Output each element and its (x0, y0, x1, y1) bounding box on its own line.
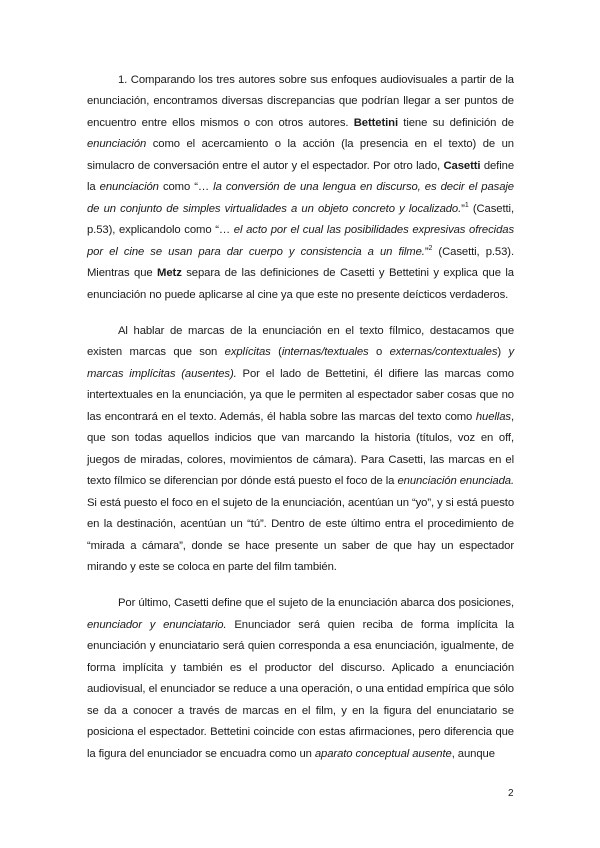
text-run: el acto por el cual las posibilidades expresivas ofrecidas por el cine se usan para dar cuerpo y consistencia a un filme. (87, 224, 514, 258)
text-run: Enunciador será quien reciba de forma implícita la enunciación y enunciatario será quien corresponda a esa enunciación, igualmente, de forma implícita y también es el productor del discurso. Aplicado a enunciación audiovisual, el enunciador se reduce a una operación, o una entidad empírica que sólo se da a conocer a través de marcas en el film, y en la figura del enunciatario se posiciona el espectador. Bettetini coincide con estas afirmaciones, pero diferencia que la figura del enunciador se encuadra como un (87, 618, 515, 760)
text-run: como el acercamiento o la acción (la presencia en el texto) de un simulacro de conversación entre el autor y el espectador. Por otro lado, (87, 138, 514, 172)
text-run: Casetti (443, 159, 481, 172)
text-run: ) (497, 346, 509, 359)
text-run: internas/textuales (281, 346, 369, 359)
text-run: Si está puesto el foco en el sujeto de la enunciación, acentúan un “yo”, y si está puesto en la destinación, acentúan un “tú”. Dentro de este último entra el procedimiento de “mirada a cámara”, donde se hace presente un saber de que hay un espectador mirando y este se coloca en parte del film también. (87, 496, 514, 573)
text-run: (Casetti, p.53), explicandolo como “… (87, 202, 514, 237)
text-run: enunciación enunciada. (397, 475, 515, 488)
text-run: como “… (158, 181, 214, 194)
page-number: 2 (508, 788, 514, 799)
text-run: explícitas (224, 346, 271, 359)
text-run: Metz (157, 267, 182, 280)
text-run: (Casetti, p.53). Mientras que (87, 245, 514, 280)
text-run: Por último, Casetti define que el sujeto de la enunciación abarca dos posiciones, (118, 597, 514, 610)
text-run: huellas (475, 410, 511, 423)
text-run: aparato conceptual ausente (314, 747, 452, 760)
paragraph-2 (87, 321, 514, 578)
paragraph-3 (87, 593, 514, 765)
text-run: Bettetini (353, 116, 398, 129)
text-run: ” (461, 202, 465, 215)
paragraph-1 (87, 70, 514, 306)
text-run: ” (424, 245, 429, 258)
text-run: Al hablar de marcas de la enunciación en el texto fílmico, destacamos que existen marcas que son (87, 324, 514, 359)
text-run: o (368, 346, 390, 359)
body-text (87, 70, 514, 780)
text-run: enunciación (87, 138, 147, 151)
text-run: , que son todas aquellos indicios que van marcando la historia (títulos, voz en off, juegos de miradas, colores, movimientos de cámara). Para Casetti, las marcas en el texto fílmico se diferencian por dónde está puesto el foco de la (87, 410, 514, 488)
text-run: 1. Comparando los tres autores sobre sus enfoques audiovisuales a partir de la enunciación, encontramos diversas discrepancias que podrían llegar a ser puntos de encuentro entre ellos mismos o con otros autores. (87, 74, 514, 129)
text-run: ( (270, 346, 282, 359)
text-run: enunciación (99, 181, 159, 194)
text-run: y marcas implícitas (ausentes). (87, 346, 515, 380)
text-run: define la (87, 159, 515, 194)
text-run: enunciador y enunciatario. (87, 618, 227, 631)
text-run: la conversión de una lengua en discurso, es decir el pasaje de un conjunto de simples virtualidades a un objeto concreto y localizado. (87, 181, 514, 215)
text-run: externas/contextuales (389, 346, 498, 359)
text-run: tiene su definición de (398, 116, 514, 129)
text-run: Por el lado de Bettetini, él difiere las marcas como intertextuales en la enunciación, ya que le permiten al espectador saber cosas que no las encontrará en el texto. Además, él habla sobre las marcas del texto como (87, 367, 514, 423)
footnote-marker: 1 (464, 201, 469, 209)
text-run: separa de las definiciones de Casetti y Bettetini y explica que la enunciación no puede aplicarse al cine ya que este no presente deícticos verdaderos. (87, 267, 514, 301)
text-run: , aunque (451, 747, 495, 760)
footnote-marker: 2 (428, 244, 433, 252)
